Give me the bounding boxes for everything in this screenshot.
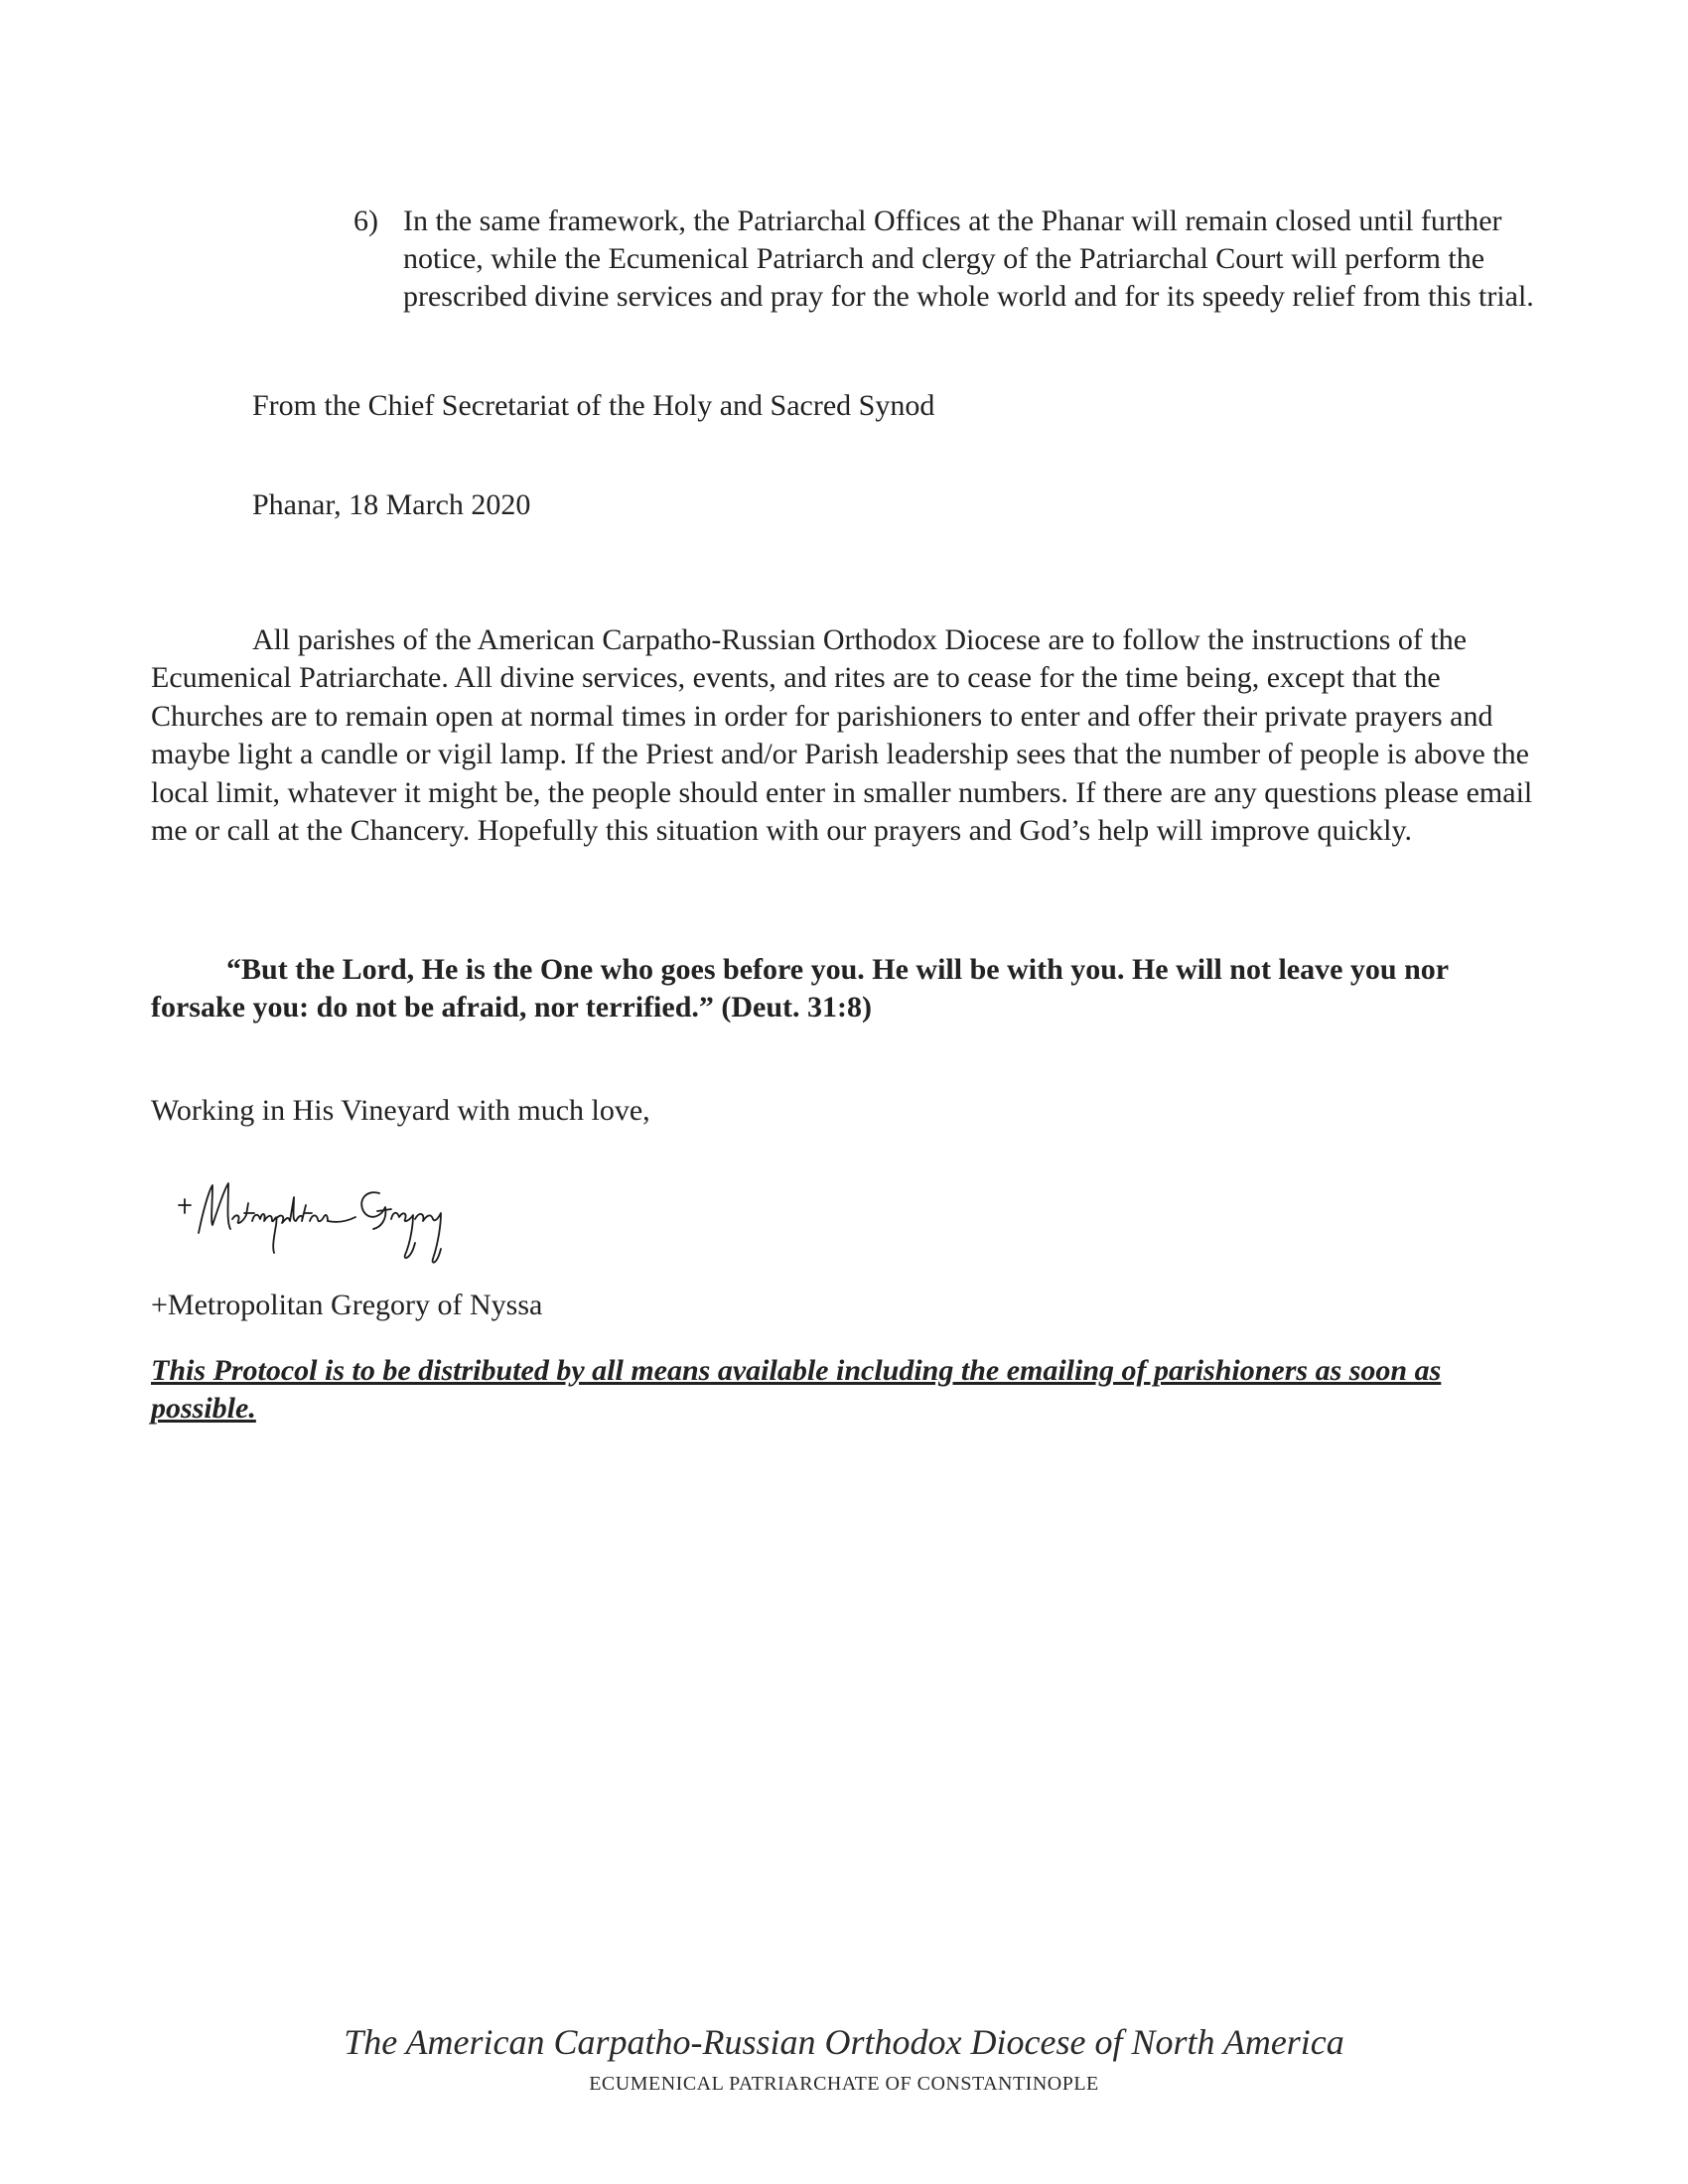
instructions-paragraph: All parishes of the American Carpatho-Russian Orthodox Diocese are to follow the instructions of the Ecumenical Patriarchate. All divine services, events, and rites are to cease for the time being, except that the Churches are to remain open at normal times in order for parishioners to enter and offer their private prayers and maybe light a candle or vigil lamp. If the Priest and/or Parish leadership sees that the number of people is above the local limit, whatever it might be, the people should enter in smaller numbers. If there are any questions please email me or call at the Chancery. Hopefully this situation with our prayers and God’s help will improve quickly. — [151, 623, 1533, 848]
item-number: 6) — [353, 205, 378, 237]
handwritten-signature-image — [169, 1163, 506, 1273]
numbered-item-6 — [353, 203, 1565, 316]
signatory-name: +Metropolitan Gregory of Nyssa — [151, 1289, 543, 1321]
from-secretariat-line: From the Chief Secretariat of the Holy and Sacred Synod — [252, 389, 935, 422]
footer-diocese-name: The American Carpatho-Russian Orthodox Diocese of North America — [344, 2022, 1344, 2062]
item-text: In the same framework, the Patriarchal Offices at the Phanar will remain closed until further notice, while the Ecumenical Patriarch and clergy of the Patriarchal Court will perform the prescribed divine services and pray for the whole world and for its speedy relief from this trial. — [403, 205, 1534, 313]
closing-line: Working in His Vineyard with much love, — [151, 1094, 650, 1127]
distribution-notice: This Protocol is to be distributed by all means available including the emailing of parishioners as soon as possible. — [151, 1354, 1442, 1425]
footer-patriarchate: ECUMENICAL PATRIARCHATE OF CONSTANTINOPLE — [589, 2073, 1099, 2095]
scripture-quote: “But the Lord, He is the One who goes before you. He will be with you. He will not leave you nor forsake you: do not be afraid, nor terrified.” (Deut. 31:8) — [151, 953, 1449, 1024]
place-date-line: Phanar, 18 March 2020 — [252, 488, 531, 521]
